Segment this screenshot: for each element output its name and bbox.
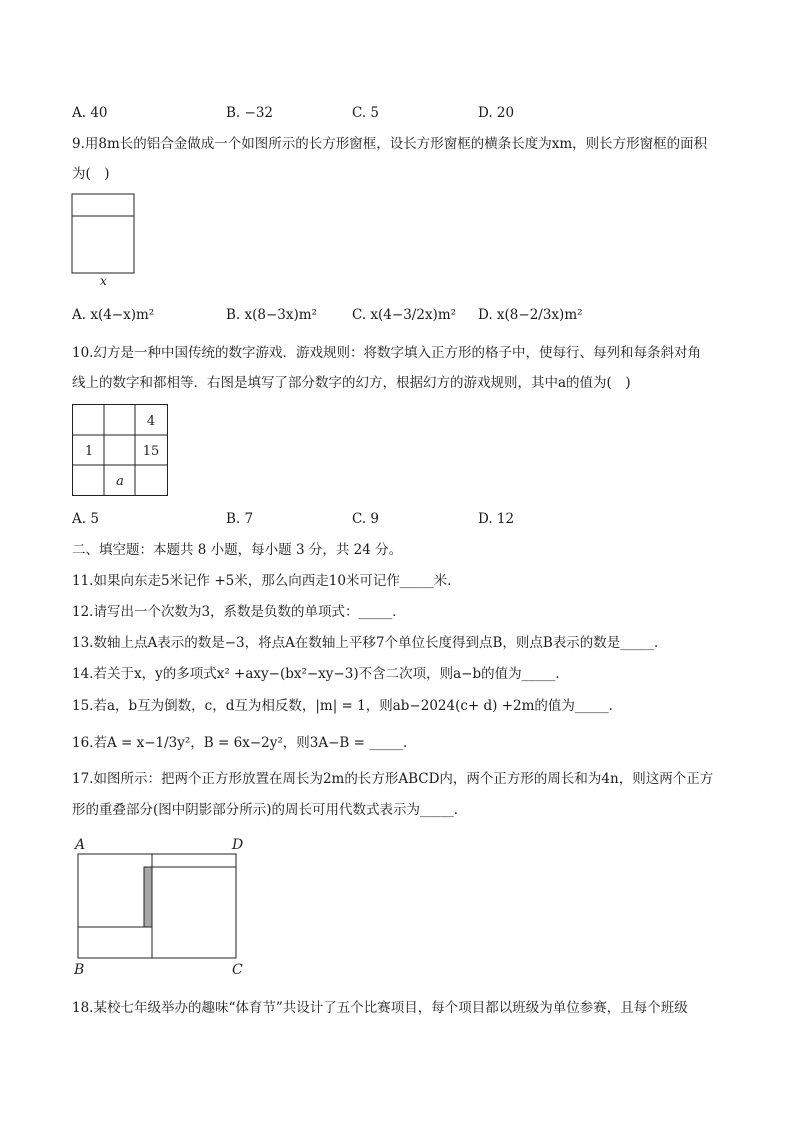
q10-option-c: C. 9 <box>352 511 380 527</box>
section2-title: 二、填空题：本题共 8 小题，每小题 3 分，共 24 分。 <box>72 542 403 558</box>
q9-stem-line1: 9.用8m长的铝合金做成一个如图所示的长方形窗框，设长方形窗框的横条长度为xm，则长方形窗框的面积 <box>72 136 708 152</box>
q10-stem-line1: 10.幻方是一种中国传统的数字游戏．游戏规则：将数字填入正方形的格子中，使每行、每列和每条斜对角 <box>72 345 701 361</box>
q10-option-a: A. 5 <box>72 511 99 527</box>
q10-magic-square <box>72 404 170 498</box>
q12-text: 12.请写出一个次数为3，系数是负数的单项式：_____． <box>72 604 406 620</box>
q17-label-c: C <box>232 962 243 978</box>
magic-cell-r1c2: 15 <box>142 444 160 459</box>
q16-text: 16.若A = x−1/3y²，B = 6x−2y²，则3A−B = _____． <box>72 735 417 751</box>
q13-text: 13.数轴上点A表示的数是−3，将点A在数轴上平移7个单位长度得到点B，则点B表示的数是_____． <box>72 635 668 651</box>
magic-cell-r1c0: 1 <box>84 444 94 459</box>
q17-label-d: D <box>232 837 244 853</box>
magic-cell-r2c1: a <box>116 474 124 489</box>
q9-window-figure <box>70 192 140 288</box>
magic-cell-r0c2: 4 <box>146 414 156 429</box>
q10-option-b: B. 7 <box>226 511 254 527</box>
q10-stem-line2: 线上的数字和都相等．右图是填写了部分数字的幻方，根据幻方的游戏规则，其中a的值为( ) <box>72 375 631 391</box>
q8-option-b: B. −32 <box>226 105 273 121</box>
q8-option-d: D. 20 <box>478 105 515 121</box>
q17-label-a: A <box>75 837 86 853</box>
q9-figure-label-x: x <box>100 274 107 288</box>
q17-shaded-overlap <box>144 867 152 927</box>
q9-option-c: C. x(4−3/2x)m² <box>352 307 457 323</box>
q17-stem-line1: 17.如图所示：把两个正方形放置在周长为2m的长方形ABCD内，两个正方形的周长和为4n，则这两个正方 <box>72 771 714 787</box>
q8-option-c: C. 5 <box>352 105 380 121</box>
q8-option-a: A. 40 <box>72 105 108 121</box>
q9-option-b: B. x(8−3x)m² <box>226 307 317 323</box>
q10-option-d: D. 12 <box>478 511 515 527</box>
q9-option-a: A. x(4−x)m² <box>72 307 155 323</box>
q14-text: 14.若关于x，y的多项式x² +axy−(bx²−xy−3)不含二次项，则a−b的值为_____． <box>72 666 569 682</box>
q9-stem-line2: 为( ) <box>72 166 110 182</box>
q9-option-d: D. x(8−2/3x)m² <box>478 307 583 323</box>
q17-stem-line2: 形的重叠部分(图中阴影部分所示)的周长可用代数式表示为_____． <box>72 802 468 818</box>
q17-label-b: B <box>74 962 85 978</box>
q18-stem-line1: 18.某校七年级举办的趣味“体育节”共设计了五个比赛项目，每个项目都以班级为单位参赛，且每个班级 <box>72 1000 688 1016</box>
q15-text: 15.若a，b互为倒数，c，d互为相反数，|m| = 1，则ab−2024(c+ d) +2m的值为_____． <box>72 698 623 714</box>
q17-rectangle-figure <box>72 832 254 978</box>
q11-text: 11.如果向东走5米记作 +5米，那么向西走10米可记作_____米． <box>72 573 461 589</box>
